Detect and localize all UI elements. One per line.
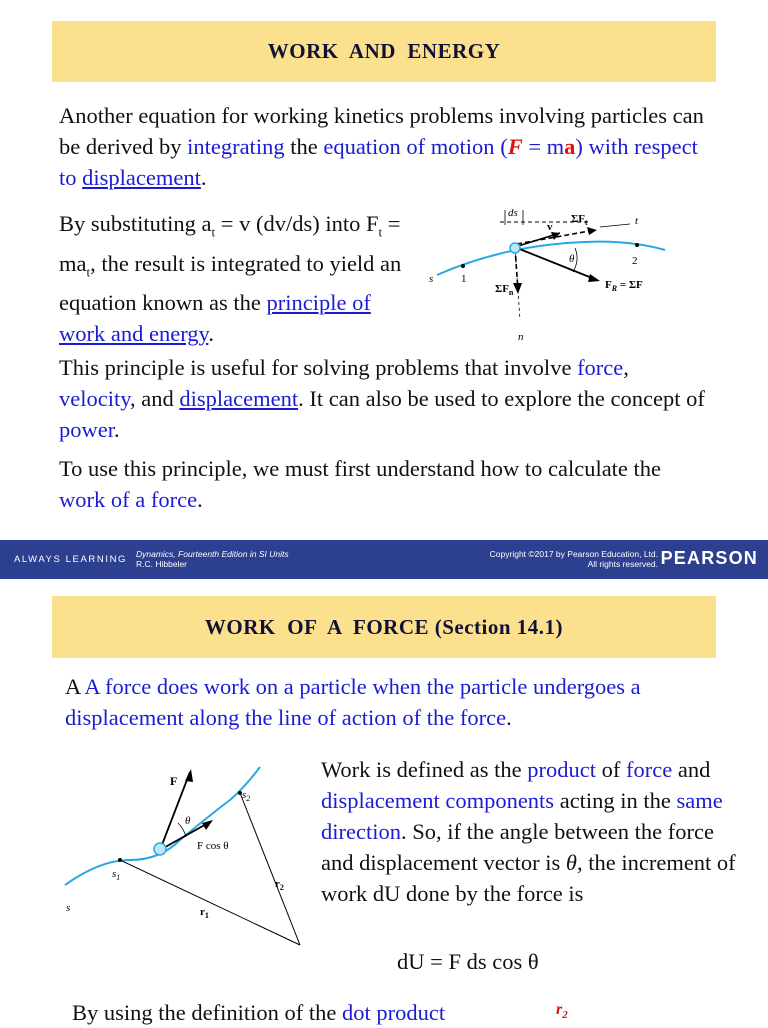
copyright: Copyright ©2017 by Pearson Education, Ltd. All rights reserved. bbox=[489, 549, 658, 569]
label-s-curve: s bbox=[66, 902, 71, 914]
slide2-intro: A A force does work on a particle when the particle undergoes a displacement along the line of action of the force. bbox=[65, 674, 641, 730]
term-work-of-force: work of a force bbox=[59, 487, 198, 512]
slide1-para2: By substituting $a_t = v$ (dv/ds) into $F_t = ma_t$, the result is integrated to yield an equation known as the principle of work and energy. bbox=[59, 211, 402, 346]
label-r2: $r_2$ bbox=[275, 878, 284, 892]
slide2-title bbox=[52, 596, 716, 658]
term-force: force bbox=[577, 355, 624, 380]
slide2-title-text: WORK OF A FORCE (Section 14.1) bbox=[204, 614, 564, 639]
slide1-title bbox=[52, 21, 716, 82]
term-product: product bbox=[527, 757, 596, 782]
label-v: v bbox=[547, 221, 553, 233]
particle-force-diagram bbox=[425, 200, 680, 350]
pearson-footer bbox=[0, 540, 768, 579]
always-learning: ALWAYS LEARNING bbox=[14, 554, 128, 565]
label-n: n bbox=[518, 331, 524, 343]
label-F: F bbox=[170, 774, 178, 788]
term-velocity: velocity bbox=[59, 386, 131, 411]
term-displacement-2: displacement bbox=[179, 386, 299, 411]
work-equation: dU = F ds cos θ bbox=[397, 949, 539, 974]
term-dot-product: dot product bbox=[341, 1000, 446, 1025]
slide1-para3: This principle is useful for solving problems that involve force, velocity, and displacement. It can also be used to explore the concept of power. bbox=[59, 355, 705, 442]
slide2-definition: Work is defined as the product of force and displacement components acting in the same direction. So, if the angle between the force and displacement vector is θ, the increment of work dU done by the force is bbox=[321, 757, 736, 906]
label-ds: ds bbox=[508, 207, 518, 219]
r2-fragment: $r_2$ bbox=[556, 1001, 568, 1022]
term-principle-work-energy: principle of work and energy bbox=[59, 290, 371, 346]
label-r1: $r_1$ bbox=[200, 906, 209, 920]
term-power: power bbox=[59, 417, 114, 442]
term-equation-of-motion: equation of motion bbox=[323, 134, 495, 159]
label-2: 2 bbox=[632, 255, 638, 267]
term-same-direction: same direction bbox=[321, 788, 723, 844]
book-info: Dynamics, Fourteenth Edition in SI Units R.C. Hibbeler bbox=[136, 549, 289, 569]
symbol-a: a bbox=[564, 134, 576, 159]
slide1-title-text: WORK AND ENERGY bbox=[267, 39, 501, 63]
term-force-2: force bbox=[626, 757, 673, 782]
label-fcos: F cos θ bbox=[197, 840, 229, 852]
label-s2: $s_2$ bbox=[242, 789, 251, 803]
definition-text: A force does work on a particle when the particle undergoes a displacement along the line of action of the force bbox=[65, 674, 641, 730]
label-s: s bbox=[429, 273, 434, 285]
term-integrating: integrating bbox=[187, 134, 285, 159]
work-force-diagram bbox=[60, 765, 315, 955]
symbol-F: F bbox=[507, 134, 523, 159]
slide1-para4: To use this principle, we must first understand how to calculate the work of a force. bbox=[59, 456, 662, 512]
term-displacement: displacement bbox=[82, 165, 201, 190]
label-t: t bbox=[635, 215, 639, 227]
label-sum-ft: $\Sigma F_t$ bbox=[571, 213, 588, 227]
label-theta-2: θ bbox=[185, 815, 191, 827]
term-displacement-components: displacement components bbox=[321, 788, 555, 813]
label-1: 1 bbox=[461, 273, 467, 285]
slide2-bottom: By using the definition of the dot product bbox=[72, 1000, 446, 1025]
label-s1: $s_1$ bbox=[112, 868, 121, 882]
pearson-logo: PEARSON bbox=[660, 548, 758, 568]
label-sum-fn: $\Sigma F_n$ bbox=[495, 283, 514, 297]
slide1-para1: Another equation for working kinetics problems involving particles can be derived by integrating the equation of motion (F = ma) with respect to displacement. bbox=[59, 103, 704, 190]
label-theta: θ bbox=[569, 253, 575, 265]
label-fr: $F_R = \Sigma F$ bbox=[605, 279, 643, 293]
